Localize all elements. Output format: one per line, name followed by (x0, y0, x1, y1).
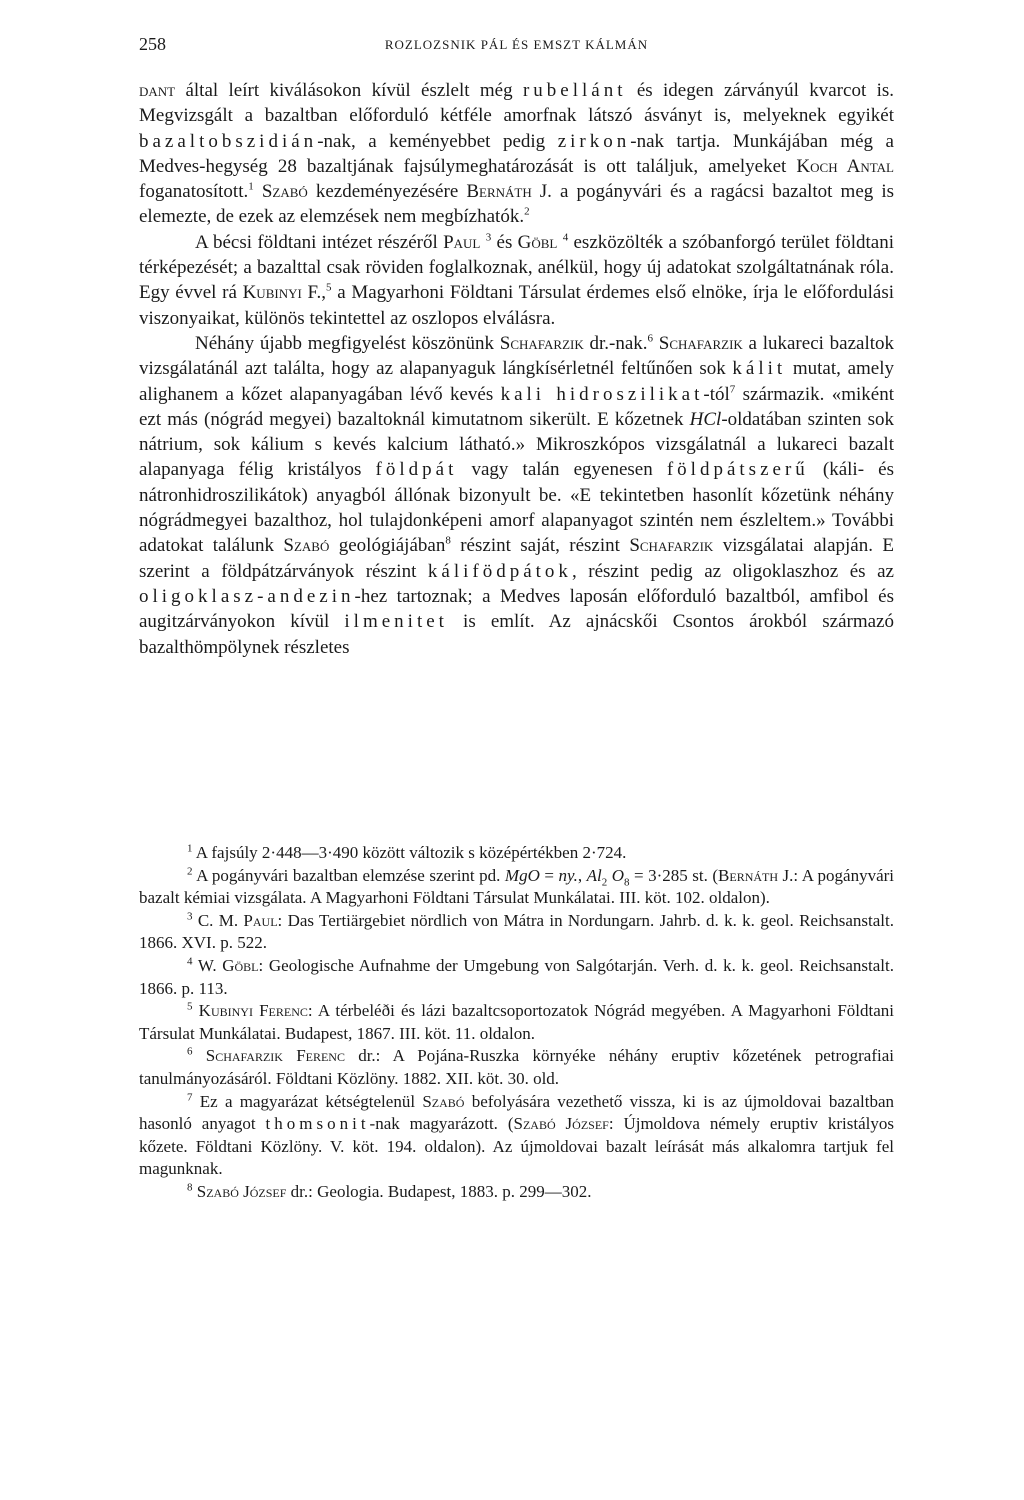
paragraph-2 (139, 230, 894, 331)
text-run: dant (139, 80, 176, 101)
text-run: A fajsúly 2·448—3·490 között változik s középértékben 2·724. (192, 843, 627, 862)
author-name: Schafarzik Ferenc (205, 1046, 345, 1066)
text-run: J. a pogányvári és a ragácsi bazaltot meg is elemezte, de ezek az elemzések nem megbízhatók. (139, 181, 894, 228)
text-run: -nak tartja. Munkájában még a Medves-hegység 28 bazaltjának fajsúlymeghatározását is ott találjuk, amelyeket (139, 130, 894, 177)
spaced-term: kálifödpátok (427, 560, 572, 582)
footnote-number: 6 (187, 1045, 193, 1058)
text-run (254, 181, 262, 202)
text-run: dr.-nak. (583, 332, 648, 354)
author-name: Schafarzik (629, 535, 714, 557)
text-run: befolyására vezethető vissza, ki is az újmoldovai bazaltban hasonló anyagot (139, 1091, 894, 1134)
footnote-8 (139, 1181, 894, 1204)
spaced-term: ilmenitet (344, 611, 448, 633)
footnote-ref: 4 (562, 231, 569, 244)
author-name: Bernáth (718, 865, 779, 885)
text-run: A pogányvári bazaltban elemzése szerint pd. (192, 865, 505, 885)
text-run: vagy talán egyenesen (457, 459, 667, 481)
text-run: dr.: A Pojána-Ruszka környéke néhány eruptiv kőzetének petrografiai tanulmányozásáról. Földtani Közlöny. 1882. XII. köt. 30. old. (139, 1046, 895, 1088)
paragraph-1 (139, 78, 894, 230)
spaced-term: thomsonit (265, 1114, 370, 1134)
text-run: a lukareci bazaltok vizsgálatánál azt találta, hogy az alapanyaguk lángkísérletnél feltűnően sok (139, 332, 895, 380)
author-name: Szabó József (513, 1114, 609, 1134)
spaced-term: kálit (732, 358, 787, 380)
text-run: -nak magyarázott. ( (369, 1114, 514, 1134)
footnote-ref: 3 (485, 231, 492, 244)
spaced-term: kali hidroszilikat (500, 383, 704, 405)
author-name: Szabó (261, 181, 308, 203)
text-run: A bécsi földtani intézet részéről (195, 231, 444, 253)
author-name: Paul (243, 910, 278, 930)
text-run: = (539, 865, 559, 885)
subscript: 8 (624, 875, 630, 888)
author-name: Szabó József (196, 1181, 287, 1201)
text-run (193, 1046, 206, 1065)
footnote-number: 2 (187, 864, 193, 877)
footnotes (139, 842, 894, 1204)
footnote-2 (139, 865, 894, 910)
text-run: dr.: Geologia. Budapest, 1883. p. 299—302. (286, 1181, 592, 1201)
spaced-term: bazaltobszidián (139, 130, 318, 152)
spaced-term: rubellánt (522, 80, 627, 101)
text-run: F., (301, 282, 327, 304)
subscript: 2 (601, 875, 608, 888)
footnote-number: 1 (187, 842, 193, 855)
author-name: Kubinyi Ferenc (198, 1001, 308, 1021)
footnote-ref: 5 (326, 282, 332, 295)
footnote-number: 4 (187, 955, 193, 968)
footnote-ref: 6 (647, 332, 654, 345)
footnote-number: 8 (187, 1181, 193, 1194)
text-run: Ez a magyarázat kétségtelenül (192, 1091, 423, 1111)
running-head: ROZLOZSNIK PÁL ÉS EMSZT KÁLMÁN (384, 37, 649, 52)
formula: O (611, 865, 624, 885)
author-name: Kubinyi (242, 282, 302, 304)
text-run: -oldatában szinten sok nátrium, sok kálium s kevés kalcium látható.» Mikroszkópos vizsgálatnál a lukareci bazalt alapanyaga félig kristályos (139, 408, 894, 481)
text-run: eszközölték a szóbanforgó terület földtani térképezését; a bazalttal csak röviden foglalkoznak, anélkül, hogy új adatokat szolgáltatnának róla. Egy évvel rá (139, 231, 895, 304)
footnote-number: 5 (187, 1000, 193, 1013)
text-run: W. (192, 955, 223, 975)
text-run: vizsgálatai alapján. E szerint a földpátzárványok részint (139, 535, 894, 582)
text-run: : Das Tertiärgebiet nördlich von Mátra in Nordungarn. Jahrb. d. k. k. geol. Reichsanstalt. 1866. XVI. p. 522. (139, 910, 894, 953)
text-run: mutat, amely alighanem a kőzet alapanyagában lévő kevés (139, 358, 894, 405)
author-name: Szabó (283, 535, 330, 557)
text-run: a Magyarhoni Földtani Társulat érdemes első elnöke, írja le előfordulási viszonyaikat, különös tekintettel az oszlopos elválásra. (139, 282, 895, 329)
text-run: -tól (703, 383, 730, 405)
footnote-ref: 7 (729, 383, 736, 396)
footnote-4 (139, 955, 894, 1000)
text-run: is említ. Az ajnácskői Csontos árokból származó bazalthömpölynek részletes (139, 611, 894, 658)
text-run: -hez tartoznak; a Medves laposán előforduló bazaltból, amfibol és augitzárványokon kívül (139, 585, 894, 633)
main-text (139, 78, 894, 660)
footnote-number: 7 (187, 1090, 193, 1103)
text-run: : Geologische Aufnahme der Umgebung von Salgótarján. Verh. d. k. k. geol. Reichsanstalt. 1866. p. 113. (139, 955, 894, 998)
footnote-number: 3 (187, 910, 193, 923)
author-name: Göbl (222, 955, 259, 975)
spaced-term: zirkon (557, 130, 631, 152)
text-run: részint saját, részint (450, 535, 630, 557)
text-run: és idegen zárványúl kvarcot is. Megvizsgált a bazaltban előforduló kétféle amorfnak látszó ásványt is, melyeknek egyikét (139, 80, 894, 127)
text-run: J.: A pogányvári bazalt kémiai vizsgálata. A Magyarhoni Földtani Társulat Munkálatai. III. köt. 102. oldalon). (139, 865, 895, 908)
formula: Al (586, 865, 602, 885)
text-run: kezdeményezésére (307, 181, 467, 203)
author-name: Paul (443, 231, 481, 253)
page-number: 258 (139, 34, 166, 54)
formula: ny. (558, 865, 578, 885)
text-run: geológiájában (329, 535, 446, 557)
footnote-5 (139, 1000, 894, 1045)
spaced-term: oligoklasz-andezin (139, 585, 355, 607)
text-run: foganatosított. (139, 181, 249, 203)
text-run: és (491, 231, 518, 253)
author-name: Bernáth (466, 181, 532, 203)
paragraph-3 (139, 331, 894, 660)
author-name: Schafarzik (499, 332, 584, 354)
text-run: által leírt kiválásokon kívül észlelt még (175, 80, 523, 101)
text-run: Néhány újabb megfigyelést köszönünk (195, 332, 500, 354)
text-run: , részint pedig az oligoklaszhoz és az (571, 560, 894, 582)
author-name: Göbl (517, 231, 558, 253)
spaced-term: földpát (375, 459, 458, 481)
footnote-3 (139, 910, 894, 955)
footnote-ref: 1 (248, 180, 254, 193)
author-name: Szabó (422, 1091, 465, 1111)
text-run: = 3·285 st. ( (629, 865, 719, 885)
formula: MgO (504, 865, 540, 885)
author-name: Schafarzik (658, 332, 743, 354)
footnote-ref: 2 (524, 206, 530, 219)
author-name: Koch Antal (796, 155, 894, 177)
text-run: -nak, a keményebbet pedig (317, 130, 558, 152)
formula: HCl (689, 408, 722, 430)
spaced-term: földpátszerű (666, 459, 809, 481)
text-run: : Újmoldova némely eruptiv kristályos kőzete. Földtani Közlöny. V. köt. 194. oldalon). Az újmoldovai bazalt leírását más alkalomra tartjuk fel magunknak. (139, 1114, 894, 1179)
text-run: C. M. (192, 910, 244, 930)
footnote-ref: 8 (445, 535, 451, 548)
page-header (139, 34, 894, 58)
footnote-1 (139, 842, 894, 865)
text-run: (káli- és nátronhidroszilikátok) anyagból állónak bizonyult be. «E tekintetben hasonlít kőzetünk néhány nógrádmegyei bazalthoz, hol tulajdonképeni amorf alapanyagot szintén nem észleltem.» További adatokat találunk (139, 459, 894, 557)
text-run: : A térbeléði és lázi bazaltcsoportozatok Nógrád megyében. A Magyarhoni Földtani Társulat Munkálatai. Budapest, 1867. III. köt. 11. oldalon. (139, 1001, 895, 1043)
text-run: származik. «miként ezt más (nógrád megyei) bazaltoknál kimutatnom sikerült. E kőzetnek (139, 383, 894, 430)
footnote-7 (139, 1091, 894, 1181)
footnote-6 (139, 1045, 894, 1090)
text-run: , (577, 865, 587, 885)
